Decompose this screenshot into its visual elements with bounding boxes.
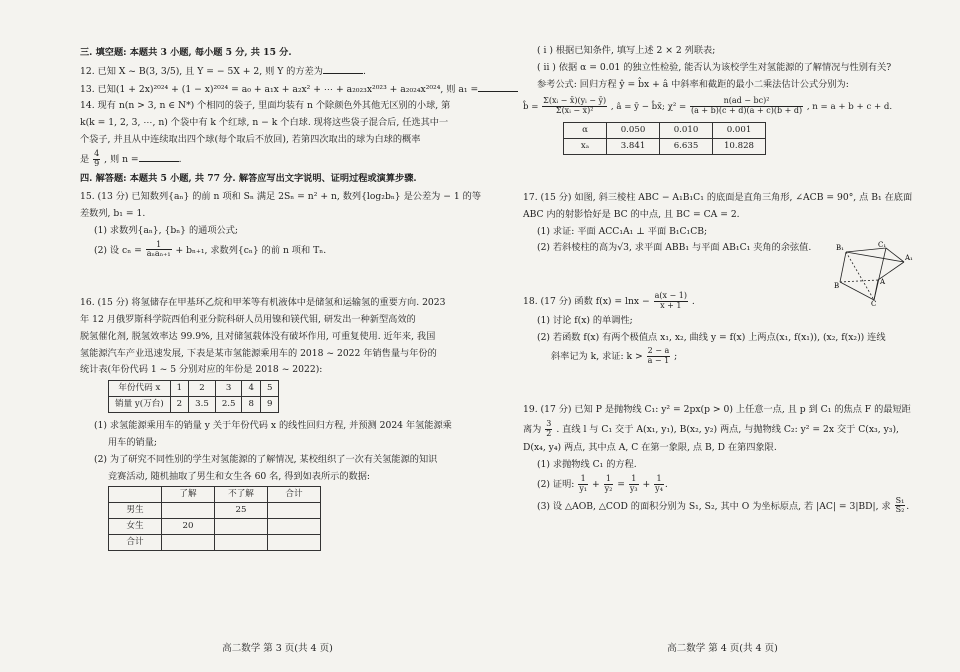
label-B: B [834, 282, 840, 290]
question-19-part3: (3) 设 △AOB, △COD 的面积分别为 S₁, S₂, 其中 O 为坐标原点, 若 |AC| = 3|BD|, 求 $\frac{\text{S₁}}{\text{S₂}}$ . [537, 495, 910, 515]
question-15-line1: 15. (13 分) 已知数列{aₙ} 的前 n 项和 Sₙ 满足 2Sₙ = n² + n, 数列{log₂bₙ} 是公差为 − 1 的等 [80, 191, 482, 203]
fraction: $\frac{a(x - 1)}{x + 1}$ [654, 291, 687, 310]
label-C: C [871, 300, 877, 308]
fraction: $\frac{3}{2}$ [546, 418, 552, 438]
fraction: $\frac{\text{Σ(xᵢ − x̄)(yᵢ − ȳ)}}{\text{Σ(xᵢ − x̄)²}}$ [543, 96, 607, 116]
question-16-sub-ii: ( ii ) 依据 α = 0.01 的独立性检验, 能否认为该校学生对氢能源的了解情况与性别有关? [537, 61, 892, 73]
question-15-line2: 差数列, b₁ = 1. [80, 207, 146, 219]
answer-blank[interactable] [139, 152, 179, 162]
question-17-line1: 17. (15 分) 如图, 斜三棱柱 ABC − A₁B₁C₁ 的底面是直角三角形, ∠ACB = 90°, 点 B₁ 在底面 [523, 191, 913, 203]
question-14-line4: 是 $\frac{4}{9}$ , 则 n = . [80, 148, 182, 168]
reference-formula-label: 参考公式: 回归方程 ŷ = b̂x + â 中斜率和截距的最小二乘法估计公式分别为: [537, 78, 849, 90]
label-A1: A₁ [905, 254, 913, 262]
question-19-line3: D(x₄, y₄) 两点, 其中点 A, C 在第一象限, 点 B, D 在第四象限. [523, 442, 777, 454]
question-18-part2-line1: (2) 若函数 f(x) 有两个极值点 x₁, x₂, 曲线 y = f(x) 上两点(x₁, f(x₁)), (x₂, f(x₂)) 连线 [537, 331, 886, 343]
question-14-line2: k(k = 1, 2, 3, ⋯, n) 个袋中有 k 个红球, n − k 个白球. 现将这些袋子混合后, 任选其中一 [80, 117, 449, 129]
question-19-line2: 离为 $\frac{3}{2}$ . 直线 l 与 C₁ 交于 A(x₁, y₁), B(x₂, y₂) 两点, 与抛物线 C₂: y² = 2x 交于 C(x₃, y₃), [523, 418, 899, 438]
question-16-line4: 氢能源汽车产业迅速发展, 下表是某市氢能源乘用车的 2018 ~ 2022 年销售量与年份的 [80, 347, 437, 359]
question-19-line1: 19. (17 分) 已知 P 是抛物线 C₁: y² = 2px(p > 0) 上任意一点, 且 p 到 C₁ 的焦点 F 的最短距 [523, 403, 911, 415]
question-18-part2-line2: 斜率记为 k, 求证: k > $\frac{2 - a}{a - 1}$ ; [551, 346, 678, 366]
question-15-part1: (1) 求数列{aₙ}, {bₙ} 的通项公式; [94, 224, 238, 236]
fraction: $\frac{1}{\text{y₃}}$ [629, 473, 638, 493]
section-heading-solutions: 四. 解答题: 本题共 5 小题, 共 77 分. 解答应写出文字说明、证明过程或演算步骤. [80, 173, 417, 185]
label-B1: B₁ [836, 244, 844, 252]
fraction: $\frac{1}{\text{y₁}}$ [579, 473, 588, 493]
section-heading-fill-in: 三. 填空题: 本题共 3 小题, 每小题 5 分, 共 15 分. [80, 47, 292, 58]
question-17-line2: ABC 内的射影恰好是 BC 的中点, 且 BC = CA = 2. [523, 208, 740, 220]
question-16-part1-line2: 用车的销量; [108, 436, 158, 448]
question-14-line3: 个袋子, 并且从中连续取出四个球(每个取后不放回), 若第四次取出的球为白球的概率 [80, 133, 421, 145]
fraction: $\frac{1}{\text{y₄}}$ [655, 473, 663, 493]
exam-page-4 [475, 0, 950, 672]
critical-value-table: α 0.050 0.010 0.001 xₐ 3.841 6.635 10.828 [563, 122, 766, 155]
page-footer: 高二数学 第 4 页(共 4 页) [667, 642, 778, 654]
question-16-part1-line1: (1) 求氢能源乘用车的销量 y 关于年份代码 x 的线性回归方程, 并预测 2024 年氢能源乘 [94, 420, 452, 432]
question-13: 13. 已知(1 + 2x)²⁰²⁴ + (1 − x)²⁰²⁴ = a₀ + a₁x + a₂x² + ⋯ + a₂₀₂₃x²⁰²³ + a₂₀₂₄x²⁰²⁴, 则 a₁ = [80, 82, 445, 97]
fraction: $\frac{\text{n(ad − bc)²}}{(a + b)(c + d)(a + c)(b + d)}$ [690, 96, 803, 116]
question-16-line1: 16. (15 分) 将氢储存在甲基环乙烷和甲苯等有机液体中是储氢和运输氢的重要方向. 2023 [80, 297, 446, 309]
answer-blank[interactable] [323, 64, 363, 74]
question-16-line2: 年 12 月俄罗斯科学院西伯利亚分院科研人员用镍和镁代钼, 研发出一种新型高效的 [80, 313, 416, 325]
label-C1: C₁ [878, 241, 887, 249]
question-18-part1: (1) 讨论 f(x) 的单调性; [537, 314, 633, 326]
question-16-part2-line2: 竞赛活动, 随机抽取了男生和女生各 60 名, 得到如表所示的数据: [108, 470, 370, 482]
fraction: $\frac{2 - a}{a - 1}$ [647, 346, 670, 366]
question-19-part1: (1) 求抛物线 C₁ 的方程. [537, 459, 637, 471]
label-A: A [880, 278, 886, 286]
question-16-sub-i: ( i ) 根据已知条件, 填写上述 2 × 2 列联表; [537, 45, 716, 56]
prism-figure [836, 240, 916, 306]
question-17-part2: (2) 若斜棱柱的高为√3, 求平面 ABB₁ 与平面 AB₁C₁ 夹角的余弦值. [537, 242, 812, 254]
question-12: 12. 已知 X ~ B(3, 3/5), 且 Y = − 5X + 2, 则 Y 的方差为 . [80, 65, 366, 77]
fraction: $\frac{1}{\text{y₂}}$ [604, 473, 613, 493]
contingency-table: 了解 不了解 合计 男生 25 女生 20 合计 [108, 486, 321, 551]
reference-formulas: b̂ = $\frac{\text{Σ(xᵢ − x̄)(yᵢ − ȳ)}}{\text{Σ(xᵢ − x̄)²}}$ , â = ȳ − b̂x̄; χ² = $\frac{\text{n(ad − bc)²}}{(a + b)(c + d)(a + c)(b + d)}$ , n = a + b + c + d. [523, 96, 893, 116]
fraction: $\frac{4}{9}$ [94, 148, 100, 168]
question-15-part2: (2) 设 cₙ = $\frac{1}{\text{aₙaₙ₊₁}}$ + bₙ₊₁, 求数列{cₙ} 的前 n 项和 Tₙ. [94, 239, 327, 259]
question-14-line1: 14. 现有 n(n > 3, n ∈ N*) 个相同的袋子, 里面均装有 n 个除颜色外其他无区别的小球, 第 [80, 100, 451, 112]
question-18: 18. (17 分) 函数 f(x) = lnx − $\frac{a(x - 1)}{x + 1}$ . [523, 291, 695, 310]
fraction: $\frac{\text{S₁}}{\text{S₂}}$ [895, 495, 905, 515]
sales-table: 年份代码 x 1 2 3 4 5 销量 y(万台) 2 3.5 2.5 8 9 [108, 380, 279, 413]
question-16-part2-line1: (2) 为了研究不同性别的学生对氢能源的了解情况, 某校组织了一次有关氢能源的知识 [94, 453, 438, 465]
question-16-line5: 统计表(年份代码 1 ~ 5 分别对应的年份是 2018 ~ 2022): [80, 364, 323, 376]
question-19-part2: (2) 证明: $\frac{1}{\text{y₁}}$ + $\frac{1}{\text{y₂}}$ = $\frac{1}{\text{y₃}}$ + $\frac{1}{\text{y₄}}$ . [537, 473, 668, 493]
fraction: $\frac{1}{\text{aₙaₙ₊₁}}$ [146, 239, 171, 259]
question-17-part1: (1) 求证: 平面 ACC₁A₁ ⊥ 平面 B₁C₁CB; [537, 225, 708, 237]
page-footer: 高二数学 第 3 页(共 4 页) [222, 642, 333, 654]
question-16-line3: 脱氢催化剂, 脱氢效率达 99.9%, 且对储氢载体没有破坏作用, 可重复使用. 近年来, 我国 [80, 330, 436, 342]
